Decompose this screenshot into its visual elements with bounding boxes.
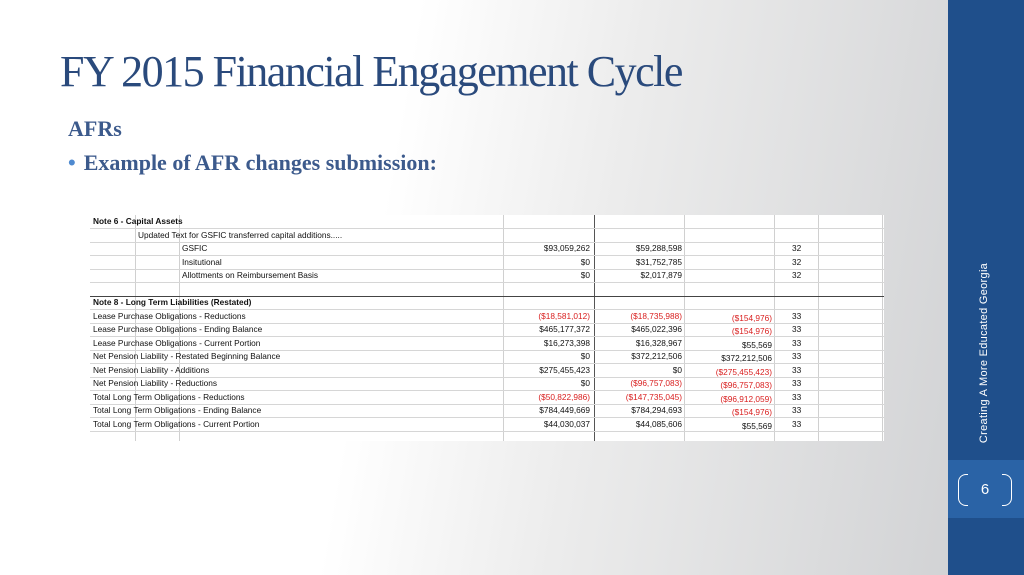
cell-v4: 33 <box>792 405 802 415</box>
cell-v4: 33 <box>792 391 802 402</box>
row-label: Net Pension Liability - Restated Beginning Balance <box>93 351 281 361</box>
cell-v3: ($154,976) <box>731 312 772 323</box>
cell-v1: ($50,822,986) <box>538 391 590 402</box>
row-label: Updated Text for GSFIC transferred capital additions..... <box>138 229 343 240</box>
cell-v3: ($154,976) <box>731 326 772 336</box>
table-row <box>90 310 884 324</box>
cell-v1: $44,030,037 <box>543 418 590 429</box>
cell-v2: $44,085,606 <box>635 418 682 429</box>
cell-v2: $2,017,879 <box>640 270 682 280</box>
cell-v1: $465,177,372 <box>539 324 590 334</box>
cell-v4: 33 <box>792 310 802 321</box>
cell-v3: ($96,912,059) <box>720 393 772 404</box>
spreadsheet-excerpt <box>90 215 884 441</box>
cell-v1: $16,273,398 <box>543 337 590 348</box>
row-label: Net Pension Liability - Additions <box>93 364 210 375</box>
cell-v1: $0 <box>580 378 590 388</box>
row-label: Note 8 - Long Term Liabilities (Restated) <box>93 297 252 307</box>
cell-v4: 33 <box>792 337 802 348</box>
cell-v3: $372,212,506 <box>721 353 772 363</box>
sidebar-tagline: Creating A More Educated Georgia <box>978 262 990 444</box>
row-label: Lease Purchase Obligations - Ending Balance <box>93 324 263 334</box>
cell-v3: ($275,455,423) <box>715 366 772 377</box>
cell-v1: $784,449,669 <box>539 405 590 415</box>
row-label: Note 6 - Capital Assets <box>93 216 183 226</box>
cell-v2: $16,328,967 <box>635 337 682 348</box>
cell-v2: ($18,735,988) <box>630 310 682 321</box>
cell-v4: 33 <box>792 418 802 429</box>
cell-v4: 33 <box>792 364 802 375</box>
bullet-dot-icon: • <box>68 150 76 175</box>
table-row <box>90 242 884 256</box>
page-number <box>958 474 1012 506</box>
table-row <box>90 404 884 418</box>
cell-v3: ($96,757,083) <box>720 380 772 390</box>
cell-v3: $55,569 <box>742 420 772 431</box>
section-heading: AFRs <box>68 116 122 141</box>
cell-v1: $0 <box>580 351 590 361</box>
cell-v1: $93,059,262 <box>543 243 590 253</box>
cell-v3: $55,569 <box>742 339 772 350</box>
table-row <box>90 215 884 229</box>
page-number-value: 6 <box>980 481 990 498</box>
cell-v2: $0 <box>672 364 682 375</box>
row-label: Allottments on Reimbursement Basis <box>182 270 319 280</box>
table-row <box>90 283 884 297</box>
cell-v1: ($18,581,012) <box>538 310 590 321</box>
cell-v1: $0 <box>580 270 590 280</box>
cell-v2: $31,752,785 <box>635 256 682 267</box>
left-bracket-icon <box>958 474 968 506</box>
cell-v4: 32 <box>792 256 802 267</box>
table-row <box>90 391 884 405</box>
bullet-text: Example of AFR changes submission: <box>83 150 437 175</box>
cell-v1: $275,455,423 <box>539 364 590 375</box>
cell-v2: ($147,735,045) <box>625 391 682 402</box>
cell-v2: $59,288,598 <box>635 243 682 253</box>
table-row <box>90 296 884 310</box>
table-row <box>90 229 884 243</box>
table-row <box>90 337 884 351</box>
table-row <box>90 364 884 378</box>
cell-v4: 32 <box>792 243 802 253</box>
row-label: Total Long Term Obligations - Ending Balance <box>93 405 262 415</box>
cell-v2: ($96,757,083) <box>630 378 682 388</box>
row-label: Lease Purchase Obligations - Reductions <box>93 310 246 321</box>
cell-v1: $0 <box>580 256 590 267</box>
row-label: Net Pension Liability - Reductions <box>93 378 218 388</box>
cell-v4: 33 <box>792 351 802 361</box>
row-label: Total Long Term Obligations - Current Portion <box>93 418 260 429</box>
table-row <box>90 377 884 391</box>
row-label: Total Long Term Obligations - Reductions <box>93 391 245 402</box>
cell-v4: 33 <box>792 324 802 334</box>
table-row <box>90 323 884 337</box>
bullet-item <box>68 150 437 176</box>
table-row <box>90 350 884 364</box>
row-label: GSFIC <box>182 243 208 253</box>
cell-v4: 33 <box>792 378 802 388</box>
cell-v2: $372,212,506 <box>631 351 682 361</box>
right-bracket-icon <box>1002 474 1012 506</box>
cell-v4: 32 <box>792 270 802 280</box>
table-row <box>90 418 884 432</box>
table-row <box>90 269 884 283</box>
table-row <box>90 256 884 270</box>
cell-v2: $784,294,693 <box>631 405 682 415</box>
cell-v3: ($154,976) <box>731 407 772 417</box>
cell-v2: $465,022,396 <box>631 324 682 334</box>
row-label: Lease Purchase Obligations - Current Portion <box>93 337 261 348</box>
slide-title: FY 2015 Financial Engagement Cycle <box>60 47 682 96</box>
row-label: Insitutional <box>182 256 222 267</box>
